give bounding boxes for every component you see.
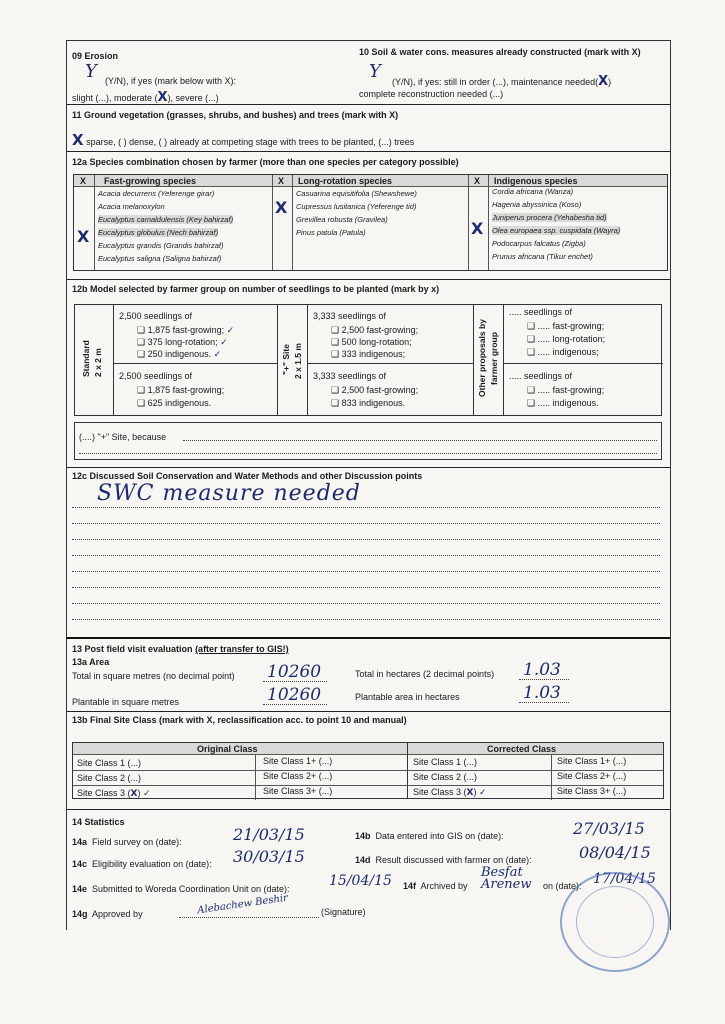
plus-b-head: 3,333 seedlings of bbox=[313, 371, 387, 381]
erosion-moderate-x: X bbox=[157, 90, 168, 105]
erosion-yn-mark: Y bbox=[85, 61, 97, 82]
species-x-col-1: X bbox=[80, 176, 87, 186]
plantable-sqm-value: 10260 bbox=[267, 685, 322, 705]
discussion-handwritten: SWC measure needed bbox=[97, 481, 361, 506]
standard-a-fast: ❑ 1,875 fast-growing; ✓ bbox=[137, 325, 235, 336]
standard-a-ind-tick: ✓ bbox=[213, 350, 222, 360]
standard-a-long-tick: ✓ bbox=[220, 338, 228, 348]
post-field-title: 13 Post field visit evaluation (after transfer to GIS!) bbox=[72, 644, 289, 654]
orig-class-3plus: Site Class 3+ (...) bbox=[263, 786, 333, 796]
plantable-ha-label: Plantable area in hectares bbox=[355, 692, 460, 702]
corr-class-3-x: X bbox=[466, 788, 474, 798]
vegetation-line: X sparse, ( ) dense, ( ) already at competing stage with trees to be planted, (...) trees bbox=[72, 131, 415, 149]
area-title: 13a Area bbox=[72, 657, 110, 667]
model-table bbox=[74, 304, 662, 416]
archived-date: 17/04/15 bbox=[593, 871, 656, 887]
corrected-class-header: Corrected Class bbox=[487, 744, 557, 754]
other-a-long: ❑ ..... long-rotation; bbox=[527, 334, 606, 344]
other-a-head: ..... seedlings of bbox=[509, 307, 573, 317]
discussed-date: 08/04/15 bbox=[579, 843, 651, 862]
long-species-x-mark: X bbox=[275, 198, 288, 217]
other-a-fast: ❑ ..... fast-growing; bbox=[527, 321, 605, 331]
long-species-header: Long-rotation species bbox=[298, 176, 393, 186]
fast-species-4: Eucalyptus globulus (Nech bahirzaf) bbox=[98, 228, 219, 237]
plus-b-fast: ❑ 2,500 fast-growing; bbox=[331, 385, 419, 395]
fast-species-6: Eucalyptus saligna (Saligna bahirzaf) bbox=[98, 254, 222, 263]
corr-class-1: Site Class 1 (...) bbox=[413, 757, 478, 767]
plus-a-ind: ❑ 333 indigenous; bbox=[331, 349, 406, 359]
orig-class-1plus: Site Class 1+ (...) bbox=[263, 756, 333, 766]
swc-yn-mark: Y bbox=[369, 61, 381, 82]
discussion-title: 12c Discussed Soil Conservation and Water Methods and other Discussion points bbox=[72, 471, 423, 481]
plus-site-label: "+" Site bbox=[281, 344, 291, 375]
survey-row: 14a Field survey on (date): bbox=[72, 837, 182, 847]
corr-class-3plus: Site Class 3+ (...) bbox=[557, 786, 627, 796]
plus-a-fast: ❑ 2,500 fast-growing; bbox=[331, 325, 419, 335]
long-species-3: Grevillea robusta (Gravilea) bbox=[296, 215, 388, 224]
archived-date-label: on (date): bbox=[543, 881, 582, 891]
erosion-line1: (Y/N), if yes (mark below with X): bbox=[105, 76, 237, 86]
ind-species-5: Podocarpus falcatus (Zigba) bbox=[492, 239, 586, 248]
long-species-2: Cupressus lusitanica (Yeferenge tid) bbox=[296, 202, 417, 211]
species-x-col-3: X bbox=[474, 176, 481, 186]
approved-by-name: Alebachew Beshir bbox=[196, 892, 289, 917]
orig-class-3: Site Class 3 (X) ✓ bbox=[77, 788, 151, 799]
standard-a-fast-tick: ✓ bbox=[226, 326, 235, 336]
fast-species-5: Eucalyptus grandis (Grandis bahirzaf) bbox=[98, 241, 224, 250]
ind-species-x-mark: X bbox=[471, 219, 484, 238]
standard-a-head: 2,500 seedlings of bbox=[119, 311, 193, 321]
standard-b-ind: ❑ 625 indigenous. bbox=[137, 398, 212, 408]
archived-row: 14f Archived by bbox=[403, 881, 468, 891]
species-x-col-2: X bbox=[278, 176, 285, 186]
other-a-ind: ❑ ..... indigenous; bbox=[527, 347, 599, 357]
plus-b-ind: ❑ 833 indigenous. bbox=[331, 398, 406, 408]
erosion-title: 09 Erosion bbox=[72, 51, 119, 61]
corr-class-2: Site Class 2 (...) bbox=[413, 772, 478, 782]
standard-b-fast: ❑ 1,875 fast-growing; bbox=[137, 385, 225, 395]
species-table bbox=[73, 174, 668, 271]
eligibility-date: 30/03/15 bbox=[233, 847, 305, 866]
discussed-row: 14d Result discussed with farmer on (date): bbox=[355, 855, 532, 865]
statistics-title: 14 Statistics bbox=[72, 817, 125, 827]
orig-class-1: Site Class 1 (...) bbox=[77, 758, 142, 768]
plus-site-dim: 2 x 1.5 m bbox=[293, 343, 303, 379]
orig-class-2plus: Site Class 2+ (...) bbox=[263, 771, 333, 781]
original-class-header: Original Class bbox=[197, 744, 258, 754]
standard-b-head: 2,500 seedlings of bbox=[119, 371, 193, 381]
other-proposals-label2: farmer group bbox=[489, 332, 499, 385]
gis-date: 27/03/15 bbox=[573, 819, 645, 838]
site-class-table bbox=[72, 742, 664, 799]
survey-date: 21/03/15 bbox=[233, 825, 305, 844]
long-species-1: Casuarina equisitifolia (Shewshewe) bbox=[296, 189, 417, 198]
fast-species-2: Acacia melanoxylon bbox=[98, 202, 165, 211]
ind-species-6: Prunus africana (Tikur enchet) bbox=[492, 252, 593, 261]
approved-row: 14g Approved by bbox=[72, 909, 143, 919]
form-page bbox=[66, 40, 671, 930]
orig-class-3-tick: ✓ bbox=[143, 789, 151, 799]
sqm-label: Total in square metres (no decimal point) bbox=[72, 671, 235, 681]
sqm-value: 10260 bbox=[267, 662, 322, 682]
submitted-date: 15/04/15 bbox=[329, 873, 392, 889]
corr-class-1plus: Site Class 1+ (...) bbox=[557, 756, 627, 766]
fast-species-x-mark: X bbox=[77, 227, 90, 246]
fast-species-3: Eucalyptus camaldulensis (Key bahirzaf) bbox=[98, 215, 234, 224]
long-species-4: Pinus patula (Patula) bbox=[296, 228, 366, 237]
fast-species-1: Acacia decurrens (Yeferenge girar) bbox=[98, 189, 215, 198]
plus-a-head: 3,333 seedlings of bbox=[313, 311, 387, 321]
swc-maintenance-x: X bbox=[598, 74, 609, 89]
other-b-ind: ❑ ..... indigenous. bbox=[527, 398, 599, 408]
ind-species-1: Cordia africana (Wanza) bbox=[492, 187, 574, 196]
plus-site-because-label: (....) "+" Site, because bbox=[79, 432, 167, 442]
plus-a-long: ❑ 500 long-rotation; bbox=[331, 337, 412, 347]
corr-class-3: Site Class 3 (X) ✓ bbox=[413, 787, 487, 798]
other-b-head: ..... seedlings of bbox=[509, 371, 573, 381]
official-stamp-icon bbox=[560, 872, 670, 972]
standard-a-ind: ❑ 250 indigenous. ✓ bbox=[137, 349, 222, 360]
ha-label: Total in hectares (2 decimal points) bbox=[355, 669, 495, 679]
standard-a-long: ❑ 375 long-rotation; ✓ bbox=[137, 337, 228, 348]
plus-site-because-box bbox=[74, 422, 662, 460]
signature-label: (Signature) bbox=[321, 907, 366, 917]
fast-species-header: Fast-growing species bbox=[104, 176, 197, 186]
vegetation-title: 11 Ground vegetation (grasses, shrubs, and bushes) and trees (mark with X) bbox=[72, 110, 399, 120]
site-class-title: 13b Final Site Class (mark with X, reclassification acc. to point 10 and manual) bbox=[72, 715, 407, 725]
erosion-line2: slight (...), moderate (X), severe (...) bbox=[72, 90, 219, 105]
plantable-ha-value: 1.03 bbox=[523, 683, 561, 703]
orig-class-3-x: X bbox=[130, 789, 138, 799]
indigenous-species-header: Indigenous species bbox=[494, 176, 578, 186]
plantable-sqm-label: Plantable in square metres bbox=[72, 697, 180, 707]
standard-dim: 2 x 2 m bbox=[93, 348, 103, 377]
ha-value: 1.03 bbox=[523, 660, 561, 680]
standard-label: Standard bbox=[81, 340, 91, 377]
other-b-fast: ❑ ..... fast-growing; bbox=[527, 385, 605, 395]
ind-species-4: Olea europaea ssp. cuspidata (Wayra) bbox=[492, 226, 621, 235]
other-proposals-label: Other proposals by bbox=[477, 319, 487, 397]
orig-class-2: Site Class 2 (...) bbox=[77, 773, 142, 783]
ind-species-2: Hagenia abyssinica (Koso) bbox=[492, 200, 582, 209]
species-title: 12a Species combination chosen by farmer (more than one species per category possible) bbox=[72, 157, 459, 167]
gis-row: 14b Data entered into GIS on (date): bbox=[355, 831, 504, 841]
archived-by-name: Besfat Arenew bbox=[481, 865, 532, 892]
submitted-row: 14e Submitted to Woreda Coordination Unit on (date): bbox=[72, 884, 290, 894]
corr-class-2plus: Site Class 2+ (...) bbox=[557, 771, 627, 781]
model-title: 12b Model selected by farmer group on number of seedlings to be planted (mark by x) bbox=[72, 284, 440, 294]
vegetation-sparse-x: X bbox=[72, 131, 84, 149]
ind-species-3: Juniperus procera (Yehabesha tid) bbox=[492, 213, 607, 222]
swc-line2: complete reconstruction needed (...) bbox=[359, 89, 504, 99]
swc-title: 10 Soil & water cons. measures already constructed (mark with X) bbox=[359, 47, 641, 57]
corr-class-3-tick: ✓ bbox=[479, 788, 487, 798]
eligibility-row: 14c Eligibility evaluation on (date): bbox=[72, 859, 212, 869]
swc-line1: (Y/N), if yes: still in order (...), maintenance needed(X) bbox=[392, 74, 612, 89]
